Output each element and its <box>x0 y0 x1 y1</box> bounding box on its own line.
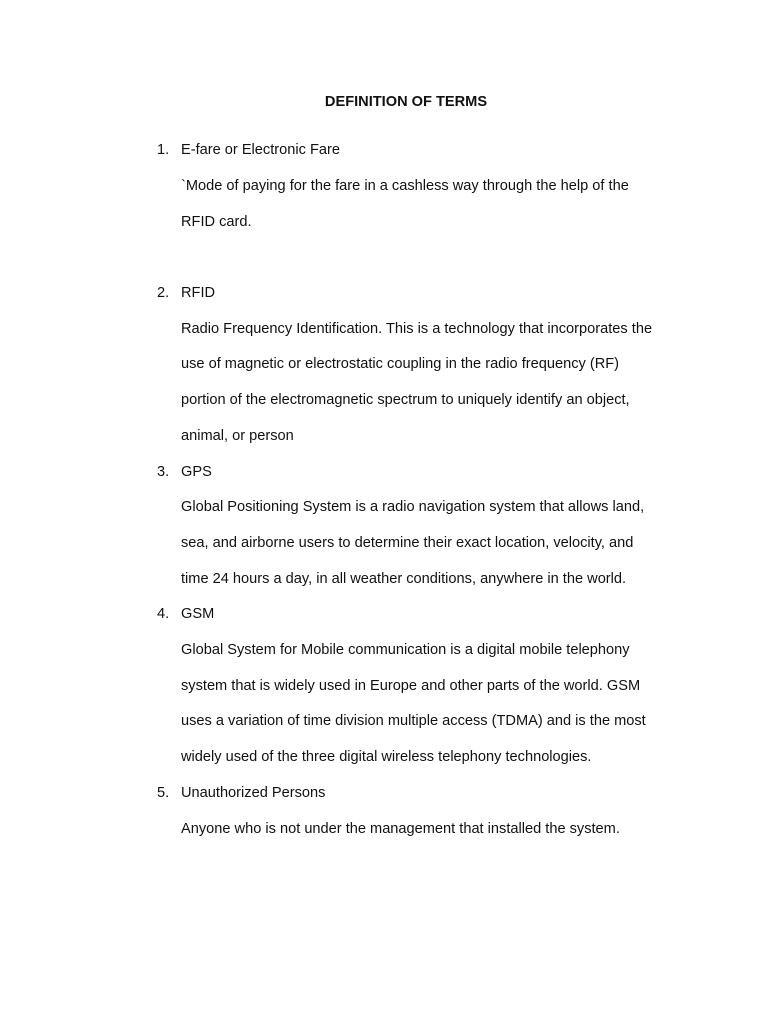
term-number: 3. <box>157 464 170 480</box>
definition-line: Global Positioning System is a radio navigation system that allows land, <box>181 499 645 515</box>
document-title: DEFINITION OF TERMS <box>324 94 488 110</box>
term-heading <box>157 462 212 482</box>
definition-line: Radio Frequency Identification. This is a technology that incorporates the <box>181 321 653 337</box>
definition-line: `Mode of paying for the fare in a cashless way through the help of the <box>181 178 629 194</box>
definition-line: portion of the electromagnetic spectrum to uniquely identify an object, <box>181 392 630 408</box>
definition-line: RFID card. <box>181 214 252 230</box>
term-heading <box>157 783 325 803</box>
term-heading <box>157 604 214 624</box>
definition-line: sea, and airborne users to determine their exact location, velocity, and <box>181 535 634 551</box>
term-number: 5. <box>157 785 170 801</box>
term-name: E-fare or Electronic Fare <box>181 142 340 158</box>
term-number: 2. <box>157 285 170 301</box>
definition-line: widely used of the three digital wireless telephony technologies. <box>181 749 592 765</box>
definition-line: Anyone who is not under the management that installed the system. <box>181 821 620 837</box>
definition-line: use of magnetic or electrostatic coupling in the radio frequency (RF) <box>181 356 620 372</box>
term-heading <box>157 140 340 160</box>
definition-line: animal, or person <box>181 428 294 444</box>
term-name: GSM <box>181 606 215 622</box>
definition-line: Global System for Mobile communication is a digital mobile telephony <box>181 642 630 658</box>
definition-line: system that is widely used in Europe and other parts of the world. GSM <box>181 678 641 694</box>
term-name: Unauthorized Persons <box>181 785 326 801</box>
term-heading <box>157 283 215 303</box>
term-number: 4. <box>157 606 170 622</box>
term-number: 1. <box>157 142 170 158</box>
term-name: RFID <box>181 285 216 301</box>
definition-line: uses a variation of time division multiple access (TDMA) and is the most <box>181 713 646 729</box>
definition-line: time 24 hours a day, in all weather conditions, anywhere in the world. <box>181 571 627 587</box>
term-name: GPS <box>181 464 212 480</box>
